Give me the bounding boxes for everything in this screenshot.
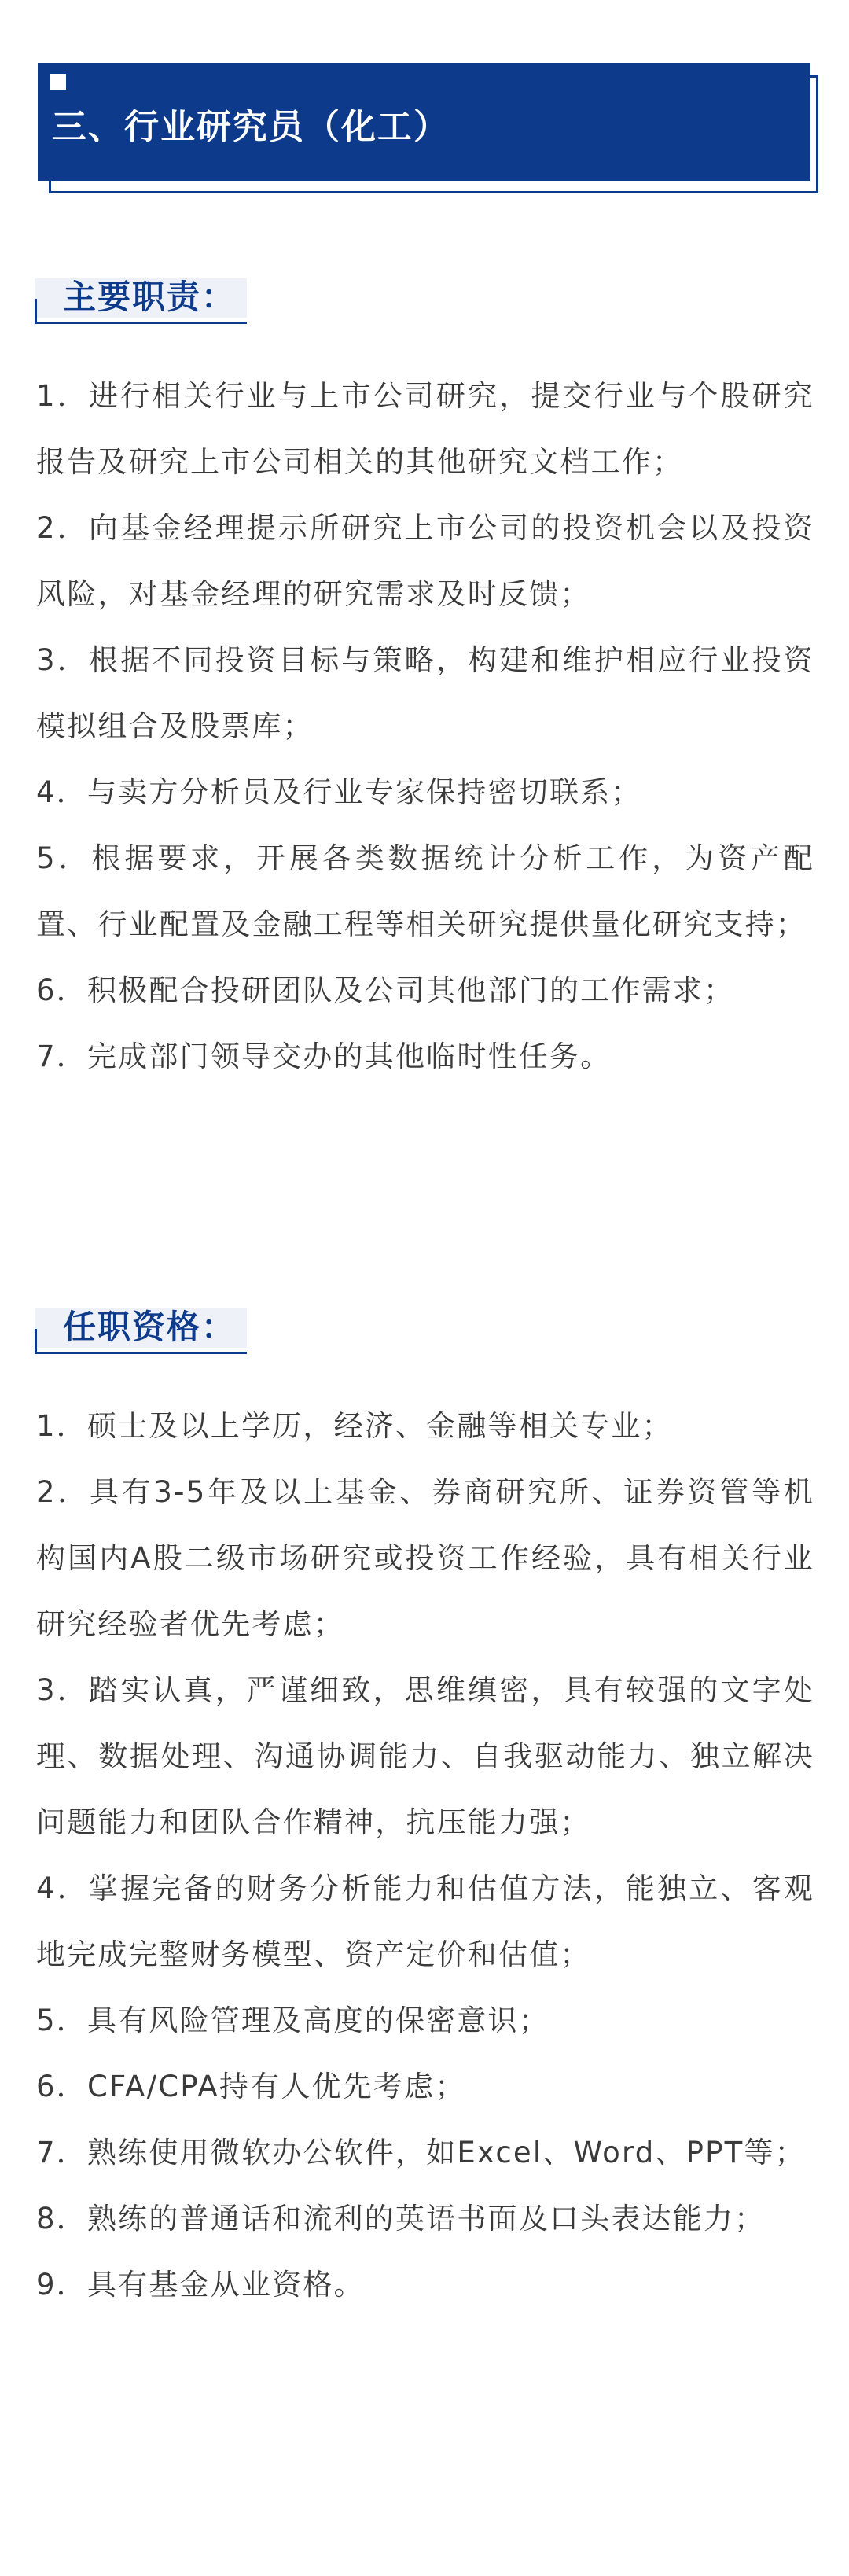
- list-item: 3．根据不同投资目标与策略，构建和维护相应行业投资模拟组合及股票库；: [36, 643, 814, 743]
- qualifications-header: [35, 1305, 270, 1356]
- list-item: 6．积极配合投研团队及公司其他部门的工作需求；: [36, 973, 735, 1007]
- banner-box: [38, 63, 810, 181]
- list-item: 7．熟练使用微软办公软件，如Excel、Word、PPT等；: [36, 2136, 806, 2169]
- responsibilities-heading: 主要职责：: [63, 278, 237, 316]
- qualifications-heading: 任职资格：: [63, 1308, 237, 1346]
- responsibilities-header: [35, 275, 270, 326]
- list-item: 5．根据要求，开展各类数据统计分析工作，为资产配置、行业配置及金融工程等相关研究提供量化研究支持；: [36, 841, 814, 941]
- header-corner-vertical: [35, 299, 37, 324]
- responsibilities-list: [36, 363, 814, 1090]
- list-item: 4．与卖方分析员及行业专家保持密切联系；: [36, 775, 642, 809]
- header-corner-vertical: [35, 1329, 37, 1354]
- list-item: 2．向基金经理提示所研究上市公司的投资机会以及投资风险，对基金经理的研究需求及时反馈；: [36, 511, 814, 611]
- square-bullet-icon: [50, 74, 66, 90]
- qualifications-list: [36, 1393, 814, 2318]
- list-item: 1．进行相关行业与上市公司研究，提交行业与个股研究报告及研究上市公司相关的其他研究文档工作；: [36, 379, 814, 479]
- list-item: 9．具有基金从业资格。: [36, 2268, 365, 2302]
- list-item: 5．具有风险管理及高度的保密意识；: [36, 2004, 549, 2037]
- list-item: 4．掌握完备的财务分析能力和估值方法，能独立、客观地完成完整财务模型、资产定价和估值；: [36, 1871, 814, 1971]
- page-title: 三、行业研究员（化工）: [52, 107, 450, 147]
- list-item: 2．具有3-5年及以上基金、券商研究所、证券资管等机构国内A股二级市场研究或投资工作经验，具有相关行业研究经验者优先考虑；: [36, 1475, 814, 1641]
- list-item: 3．踏实认真，严谨细致，思维缜密，具有较强的文字处理、数据处理、沟通协调能力、自我驱动能力、独立解决问题能力和团队合作精神，抗压能力强；: [36, 1673, 814, 1839]
- list-item: 7．完成部门领导交办的其他临时性任务。: [36, 1040, 612, 1073]
- list-item: 6．CFA/CPA持有人优先考虑；: [36, 2070, 466, 2103]
- list-item: 1．硕士及以上学历，经济、金融等相关专业；: [36, 1409, 673, 1443]
- list-item: 8．熟练的普通话和流利的英语书面及口头表达能力；: [36, 2202, 766, 2236]
- header-underline: [35, 322, 247, 324]
- title-banner: [38, 63, 810, 181]
- header-underline: [35, 1352, 247, 1354]
